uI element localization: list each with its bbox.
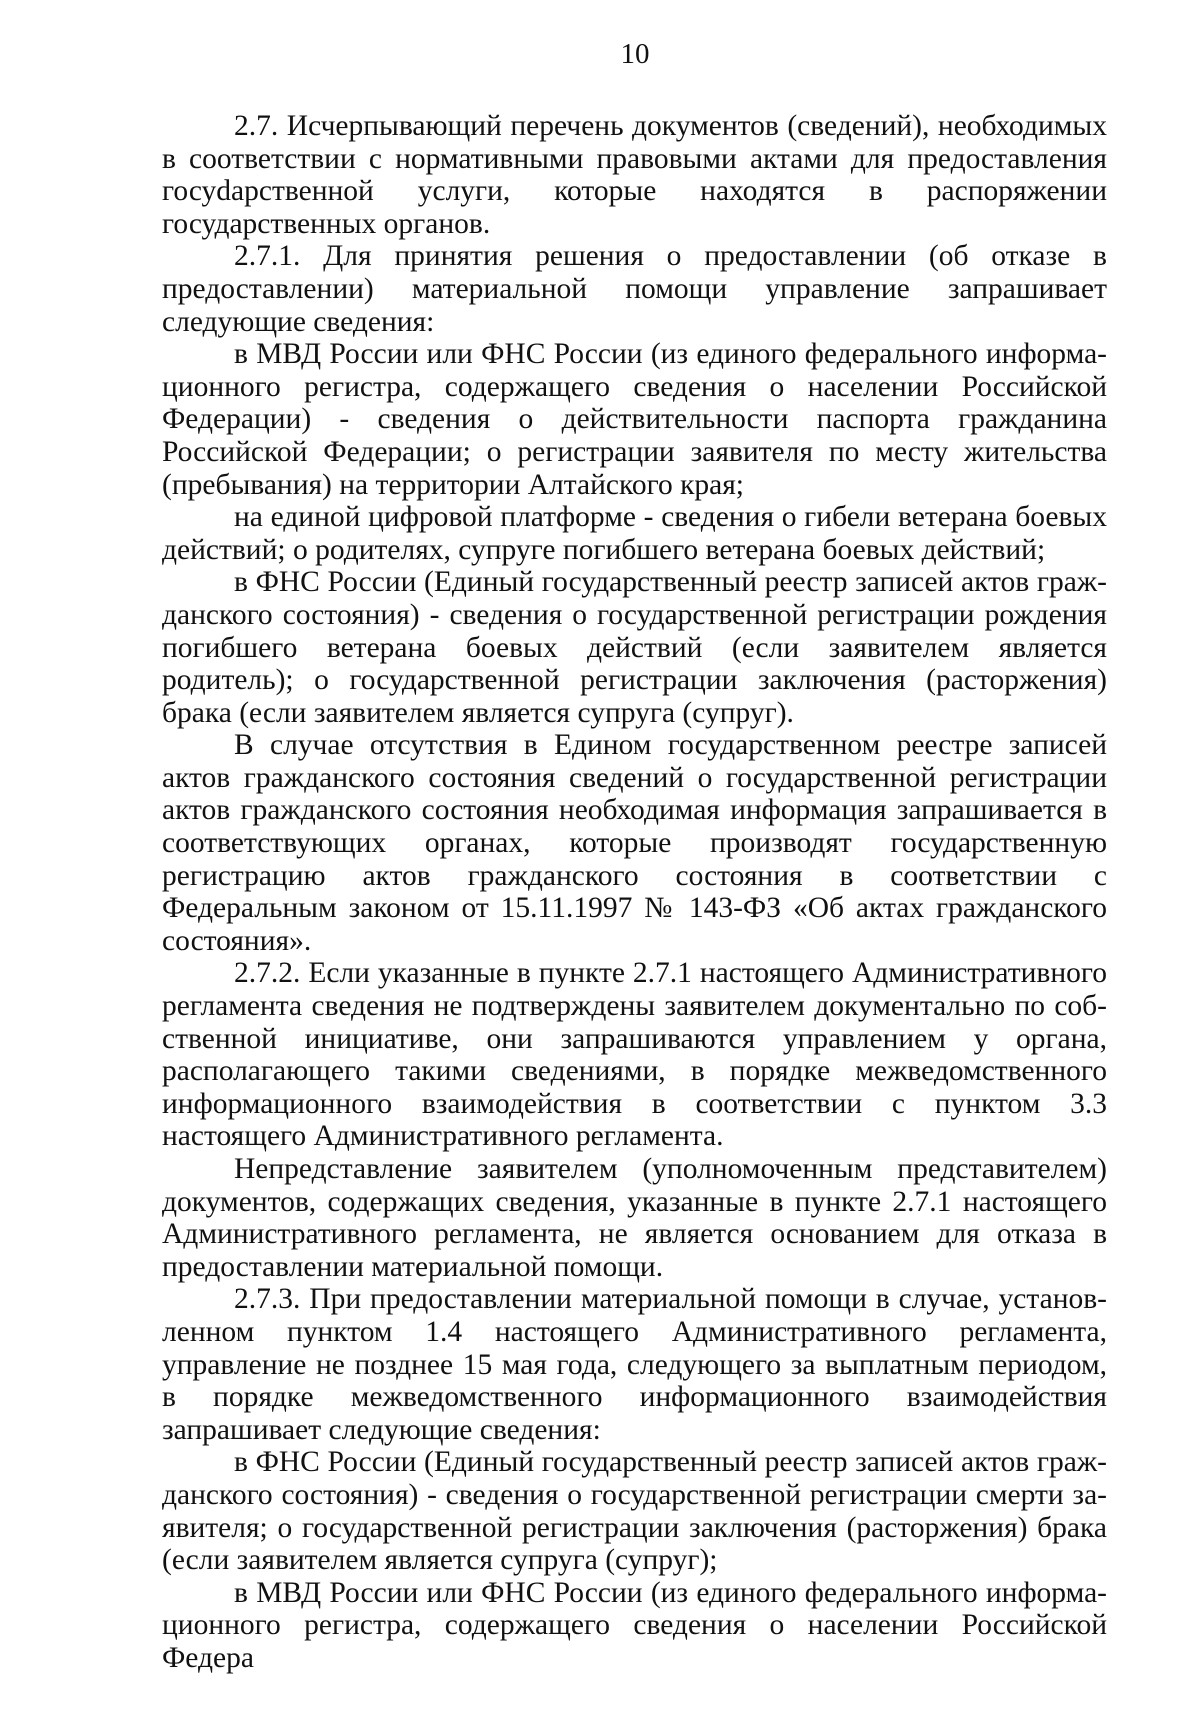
paragraph-fns-death-registration: в ФНС России (Единый государственный реестр записей актов гражданского состояния) - сведения о государственной регистрации смерти заявителя; о государственной регистрации заключения (расторжения) брака (если заявителем является супруга (супруг);: [162, 1446, 1107, 1577]
paragraph-mvd-fns-passport: в МВД России или ФНС России (из единого федерального информационного регистра, содержащего сведения о населении Российской Федерации) - сведения о действительности паспорта гражданина Российской Федерации; о регистрации заявителя по месту жительства (пребывания) на территории Алтайского края;: [162, 338, 1107, 501]
page-number: 10: [620, 38, 650, 70]
paragraph-2-7-2: 2.7.2. Если указанные в пункте 2.7.1 настоящего Административного регламента сведения не подтверждены заявителем документально по собственной инициативе, они запрашиваются управлением у органа, располагающего такими сведениями, в порядке межведомственного информационного взаимодействия в соответствии с пунктом 3.3 настоящего Административного регламента.: [162, 957, 1107, 1153]
paragraph-2-7-1: 2.7.1. Для принятия решения о предоставлении (об отказе в предоставлении) материальной помощи управление запрашивает следующие сведения:: [162, 240, 1107, 338]
paragraph-fns-civil-registry: в ФНС России (Единый государственный реестр записей актов гражданского состояния) - сведения о государственной регистрации рождения погибшего ветерана боевых действий (если заявителем является родитель); о государственной регистрации заключения (расторжения) брака (если заявителем является супруга (супруг).: [162, 566, 1107, 729]
paragraph-non-submission: Непредставление заявителем (уполномоченным представителем) документов, содержащих сведения, указанные в пункте 2.7.1 настоящего Административного регламента, не является основанием для отказа в предоставлении материальной помощи.: [162, 1153, 1107, 1283]
paragraph-digital-platform: на единой цифровой платформе - сведения о гибели ветерана боевых действий; о родителях, супруге погибшего ветерана боевых действий;: [162, 501, 1107, 566]
paragraph-mvd-fns-continued: в МВД России или ФНС России (из единого федерального информационного регистра, содержащего сведения о населении Российской Федера: [162, 1576, 1107, 1674]
paragraph-2-7-3: 2.7.3. При предоставлении материальной помощи в случае, установленном пунктом 1.4 настоящего Административного регламента, управление не позднее 15 мая года, следующего за выплатным периодом, в порядке межведомственного информационного взаимодействия запрашивает следующие сведения:: [162, 1283, 1107, 1446]
paragraph-2-7: 2.7. Исчерпывающий перечень документов (сведений), необходимых в соответствии с нормативными правовыми актами для предоставления госуdарственной услуги, которые находятся в распоряжении государственных органов.: [162, 110, 1107, 240]
document-body: [162, 110, 1107, 1675]
paragraph-registry-absence: В случае отсутствия в Едином государственном реестре записей актов гражданского состояния сведений о государственной регистрации актов гражданского состояния необходимая информация запрашивается в соответствующих органах, которые производят государственную регистрацию актов гражданского состояния в соответствии с Федеральным законом от 15.11.1997 № 143-ФЗ «Об актах гражданского состояния».: [162, 729, 1107, 957]
